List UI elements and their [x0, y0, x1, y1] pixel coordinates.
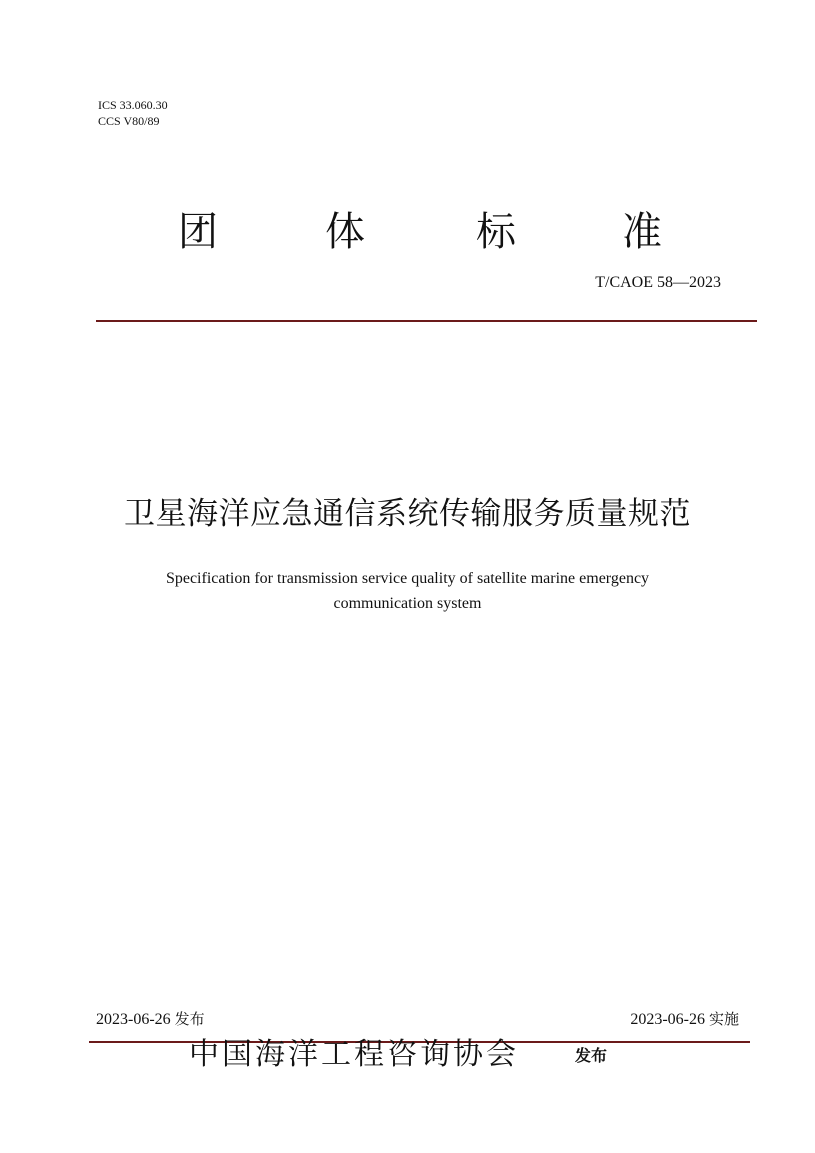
standard-type-char: 标 — [476, 209, 516, 255]
top-divider — [96, 320, 757, 322]
document-title-english — [110, 566, 705, 616]
standard-type-char: 准 — [622, 209, 662, 255]
standard-type-char: 体 — [325, 209, 365, 255]
standard-number: T/CAOE 58—2023 — [595, 274, 721, 291]
title-english-line: Specification for transmission service quality of satellite marine emergency — [165, 570, 650, 587]
implement-date-block — [630, 1008, 739, 1031]
issuing-label: 发布 — [575, 1046, 608, 1065]
ccs-code: CCS V80/89 — [98, 114, 160, 128]
standard-type-heading — [0, 206, 815, 262]
ics-code: ICS 33.060.30 — [98, 98, 168, 112]
publish-date-block — [96, 1008, 205, 1031]
publish-label: 发布 — [174, 1010, 205, 1028]
implement-date: 2023-06-26 — [630, 1011, 705, 1028]
standard-type-char: 团 — [178, 209, 218, 255]
implement-label: 实施 — [708, 1010, 739, 1028]
document-title-chinese: 卫星海洋应急通信系统传输服务质量规范 — [124, 496, 691, 532]
publish-date: 2023-06-26 — [96, 1011, 171, 1028]
classification-codes — [98, 97, 168, 129]
issuing-organization: 中国海洋工程咨询协会 — [189, 1037, 519, 1072]
title-english-line: communication system — [333, 595, 482, 612]
